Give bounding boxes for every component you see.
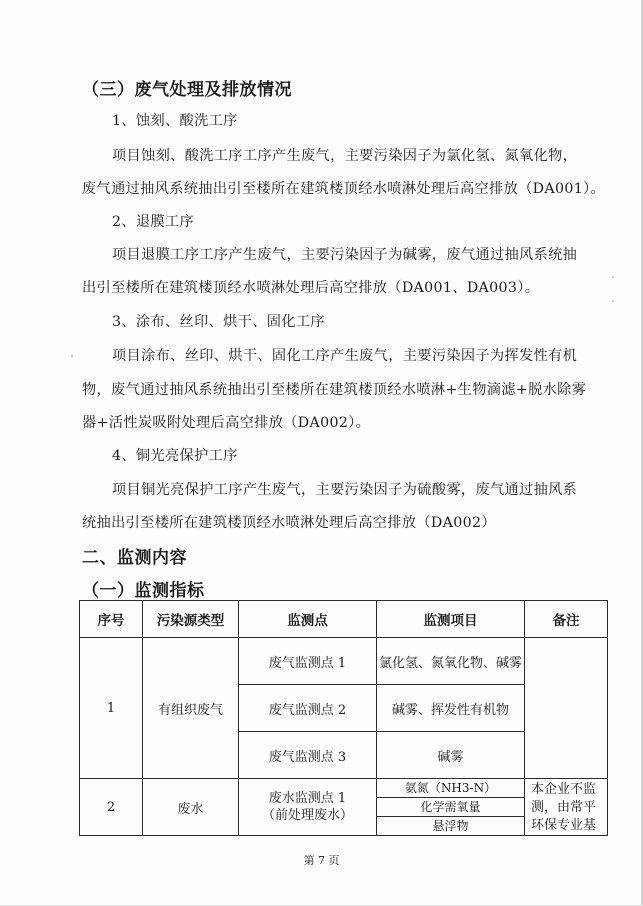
item-title-copper: 4、铜光亮保护工序: [112, 448, 238, 464]
cell-monitor-items: 碱雾、挥发性有机物: [377, 685, 525, 732]
table-row: [80, 779, 608, 798]
cell-source-type: 废水: [143, 779, 239, 836]
subsection-heading-indicators: （一）监测指标: [82, 581, 205, 601]
paragraph-line: 项目蚀刻、酸洗工序工序产生废气，主要污染因子为氯化氢、氮氧化物，: [112, 148, 578, 164]
header-serial: 序号: [80, 601, 143, 638]
scan-speck: [612, 300, 614, 302]
section-heading-monitoring: 二、监测内容: [82, 548, 187, 568]
paragraph-line: 项目涂布、丝印、烘干、固化工序产生废气，主要污染因子为挥发性有机: [112, 348, 578, 364]
scan-speck: [71, 355, 73, 357]
cell-source-type: 有组织废气: [143, 638, 239, 779]
item-title-etching: 1、蚀刻、酸洗工序: [112, 113, 238, 129]
cell-monitor-item: 氨氮（NH3-N）: [377, 779, 525, 798]
item-title-coating: 3、涂布、丝印、烘干、固化工序: [112, 314, 325, 330]
scan-speck: [612, 276, 614, 278]
cell-serial: 2: [80, 779, 143, 836]
header-monitor-point: 监测点: [239, 601, 377, 638]
cell-monitor-items: 碱雾: [377, 732, 525, 779]
paragraph-line: 统抽出引至楼所在建筑楼顶经水喷淋处理后高空排放（DA002）: [82, 515, 496, 531]
paragraph-line: 废气通过抽风系统抽出引至楼所在建筑楼顶经水喷淋处理后高空排放（DA001）。: [82, 181, 606, 197]
cell-serial: 1: [80, 638, 143, 779]
cell-monitor-point: 废气监测点 2: [239, 685, 377, 732]
paragraph-line: 物，废气通过抽风系统抽出引至楼所在建筑楼顶经水喷淋+生物滴滤+脱水除雾: [82, 382, 587, 398]
wastewater-point-name: 废水监测点 1: [268, 791, 347, 806]
section-heading-waste-gas: （三）废气处理及排放情况: [82, 80, 292, 100]
paragraph-line: 出引至楼所在建筑楼顶经水喷淋处理后高空排放（DA001、DA003）。: [82, 280, 540, 296]
header-monitor-items: 监测项目: [377, 601, 525, 638]
cell-remarks: 本企业不监测，由常平环保专业基: [525, 779, 608, 836]
page-number: 第 7 页: [303, 854, 340, 867]
table-header-row: [80, 601, 608, 638]
paragraph-line: 项目铜光亮保护工序产生废气，主要污染因子为硫酸雾，废气通过抽风系: [112, 482, 578, 498]
header-source-type: 污染源类型: [143, 601, 239, 638]
monitoring-table: [79, 600, 608, 836]
paragraph-line: 器+活性炭吸附处理后高空排放（DA002）。: [82, 415, 371, 431]
cell-remarks-empty: [525, 638, 608, 779]
cell-monitor-items: 氯化氢、氮氧化物、碱雾: [377, 638, 525, 685]
cell-monitor-point: [239, 779, 377, 836]
paragraph-line: 项目退膜工序工序产生废气，主要污染因子为碱雾，废气通过抽风系统抽: [112, 247, 578, 263]
cell-monitor-item: 化学需氧量: [377, 798, 525, 817]
wastewater-point-note: （前处理废水）: [261, 808, 353, 823]
cell-monitor-point: 废气监测点 3: [239, 732, 377, 779]
header-remarks: 备注: [525, 601, 608, 638]
cell-monitor-point: 废气监测点 1: [239, 638, 377, 685]
table-row: [80, 638, 608, 685]
cell-monitor-item: 悬浮物: [377, 817, 525, 836]
item-title-stripping: 2、退膜工序: [112, 214, 195, 230]
